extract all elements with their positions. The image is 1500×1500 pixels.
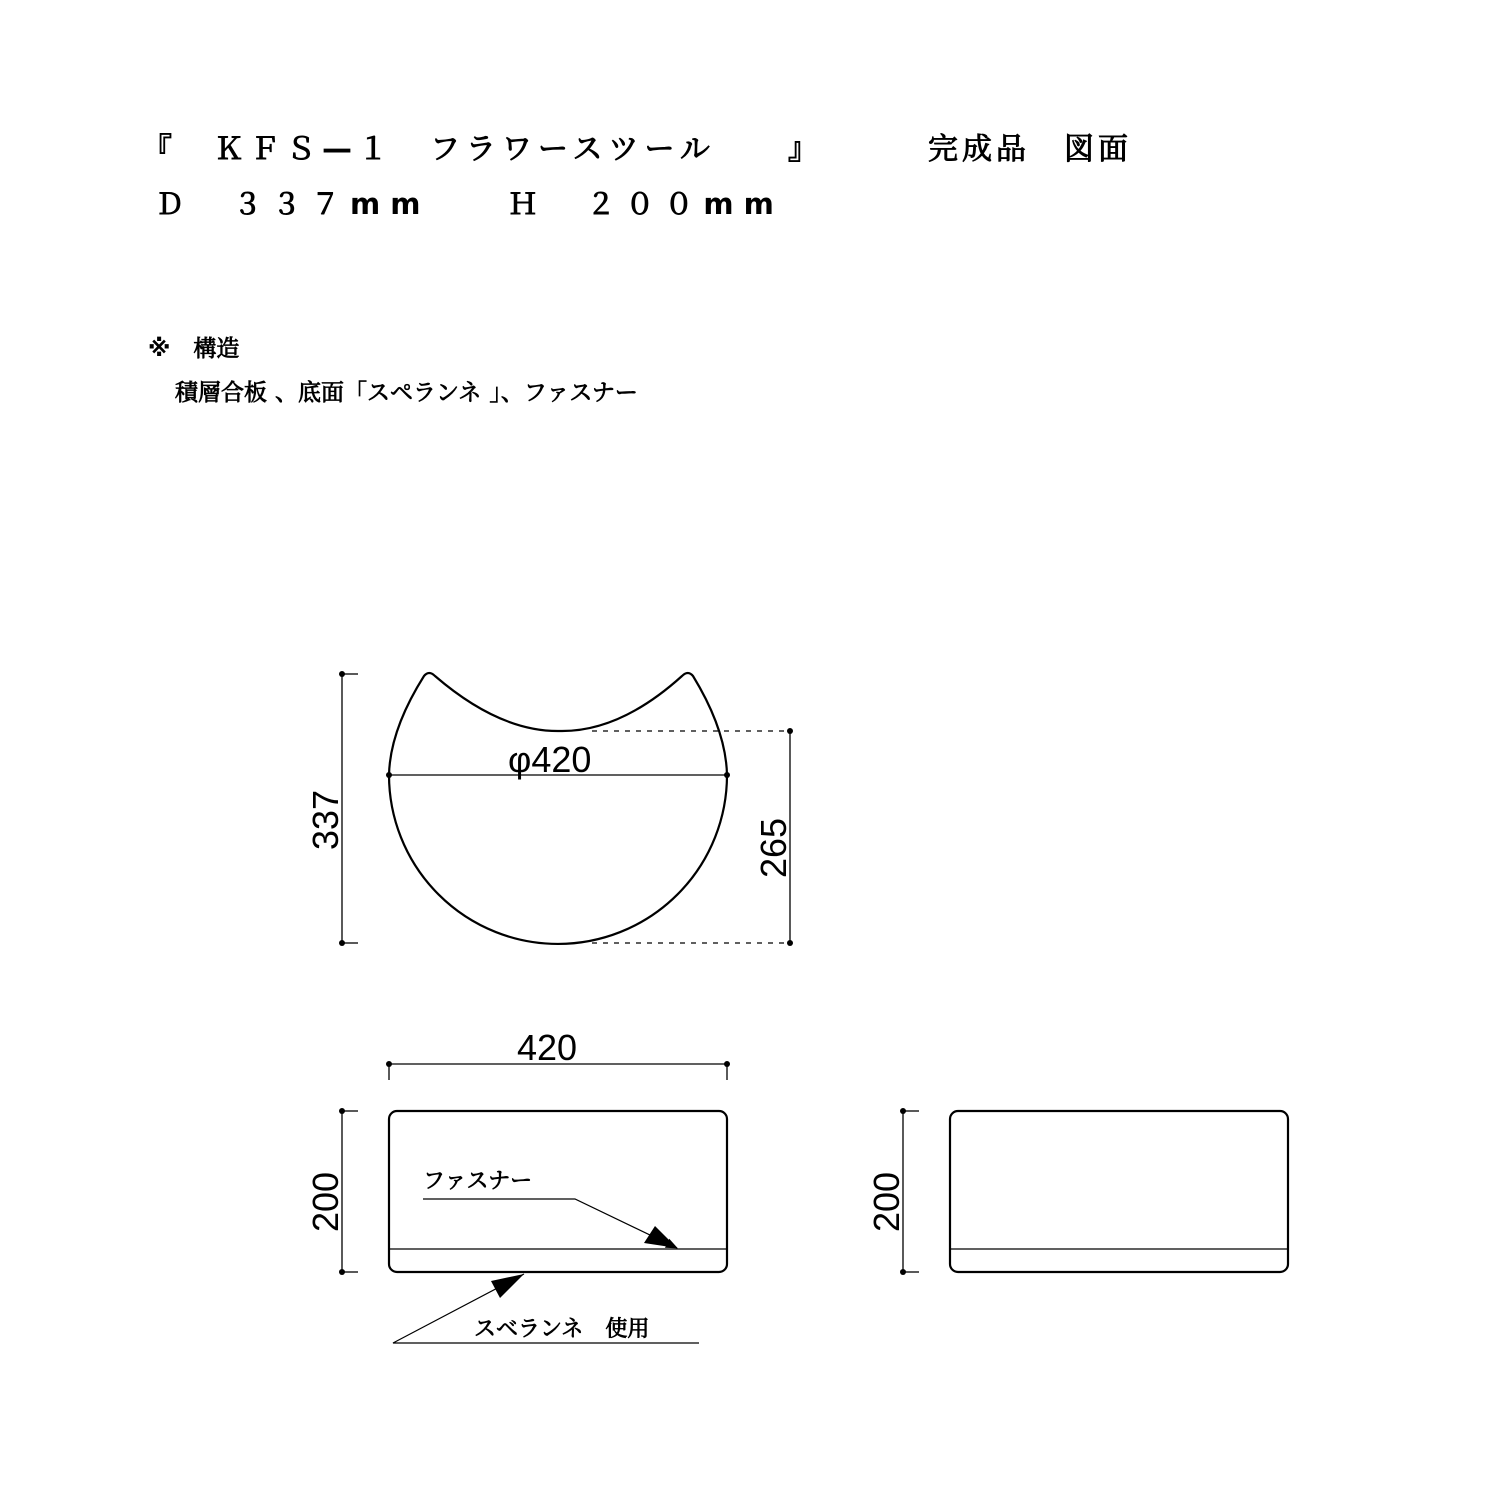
side-height-label: 200 [866,1171,907,1232]
front-view [305,1027,730,1343]
fastener-leader-line [423,1199,677,1248]
side-view [866,1108,1288,1275]
fastener-arrowhead [644,1226,677,1248]
base-material-callout-label: スベランネ 使用 [474,1317,650,1342]
drawing-type-label: 完成品 図面 [928,132,1132,167]
crescent-outline [389,673,727,944]
structure-note-heading: ※ 構造 [148,336,240,362]
front-height-label: 200 [305,1171,346,1232]
base-arrowhead [491,1274,524,1298]
top-view [305,671,794,946]
side-body-outline [950,1111,1288,1272]
structure-note-body: 積層合板 、底面「スペランネ 」、ファスナー [175,380,638,406]
diameter-label: φ420 [508,739,592,780]
depth-label: 337 [305,789,346,850]
depth-dimension [305,671,358,946]
inner-depth-label: 265 [753,817,794,878]
inner-depth-dimension [592,728,794,946]
overall-dimensions: Ｄ ３３７mm Ｈ ２００mm [155,187,784,221]
fastener-callout-label: ファスナー [423,1169,533,1194]
drawing-title: 『 ＫＦＳ—１ フラワースツール 』 [142,132,824,167]
front-width-label: 420 [517,1027,578,1068]
